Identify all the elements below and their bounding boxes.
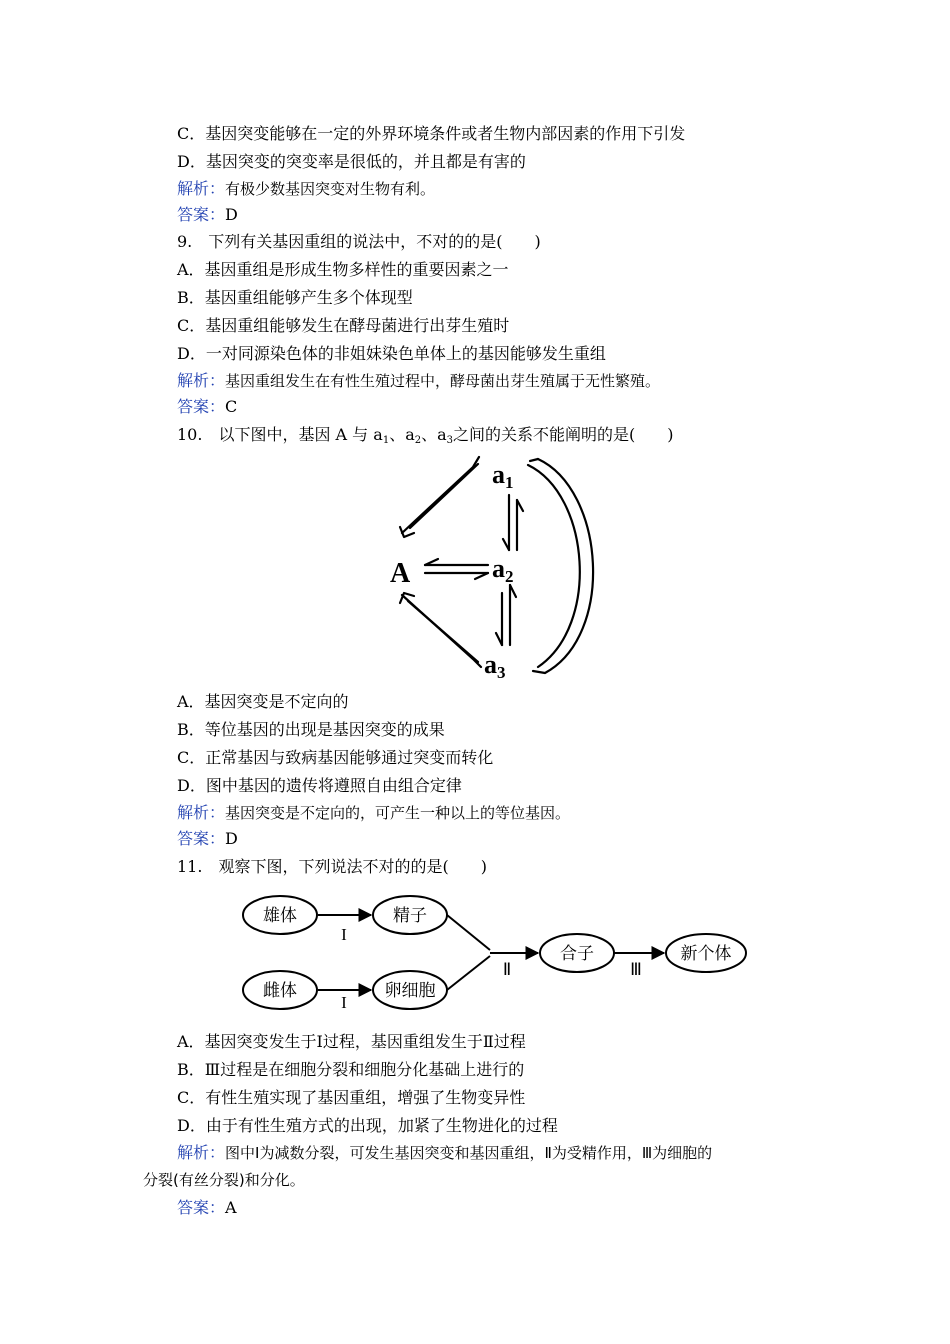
q9-option-b: B．基因重组能够产生多个体现型: [177, 288, 413, 307]
analysis-text: 有极少数基因突变对生物有利。: [225, 180, 436, 198]
q10-option-d: D．图中基因的遗传将遵照自由组合定律: [177, 776, 462, 795]
process-1-label-bottom: I: [341, 993, 347, 1012]
answer-text: D: [225, 829, 238, 848]
answer-label: 答案：: [177, 397, 226, 416]
answer-text: D: [225, 205, 238, 224]
process-1-label-top: I: [341, 925, 347, 944]
q8-answer: [177, 205, 238, 225]
q10-option-a: A．基因突变是不定向的: [177, 692, 349, 711]
analysis-label: 解析：: [177, 1143, 226, 1162]
q11-analysis-cont: [143, 1170, 305, 1190]
q11-answer: [177, 1198, 237, 1218]
q9-option-a: A．基因重组是形成生物多样性的重要因素之一: [177, 260, 509, 279]
gene-mutation-diagram: [380, 455, 610, 685]
analysis-text-line2: 分裂(有丝分裂)和分化。: [143, 1171, 305, 1189]
q8-analysis: [177, 179, 435, 199]
q9-analysis: [177, 371, 660, 391]
gene-a3-label: a3: [484, 650, 506, 682]
q8-option-d: D．基因突变的突变率是很低的，并且都是有害的: [177, 152, 526, 171]
q11-option-b: B．Ⅲ过程是在细胞分裂和细胞分化基础上进行的: [177, 1060, 525, 1079]
q9-answer: [177, 397, 237, 417]
q10-answer: [177, 829, 238, 849]
q9-stem: 9. 下列有关基因重组的说法中，不对的的是( ): [177, 232, 541, 251]
reproduction-flow-diagram: [240, 890, 750, 1020]
analysis-text-line1: 图中Ⅰ为减数分裂，可发生基因突变和基因重组，Ⅱ为受精作用，Ⅲ为细胞的: [225, 1144, 713, 1162]
q11-option-c: C．有性生殖实现了基因重组，增强了生物变异性: [177, 1088, 526, 1107]
process-2-label: Ⅱ: [502, 960, 512, 979]
q10-option-c: C．正常基因与致病基因能够通过突变而转化: [177, 748, 494, 767]
analysis-label: 解析：: [177, 371, 226, 390]
new-individual-label: 新个体: [680, 944, 732, 964]
zygote-label: 合子: [560, 944, 594, 964]
answer-text: C: [225, 397, 238, 416]
q9-option-d: D．一对同源染色体的非姐妹染色单体上的基因能够发生重组: [177, 344, 606, 363]
gene-a2-label: a2: [492, 554, 514, 586]
analysis-text: 基因重组发生在有性生殖过程中，酵母菌出芽生殖属于无性繁殖。: [225, 372, 661, 390]
answer-label: 答案：: [177, 1198, 226, 1217]
analysis-text: 基因突变是不定向的，可产生一种以上的等位基因。: [225, 804, 571, 822]
answer-label: 答案：: [177, 205, 226, 224]
male-label: 雄体: [263, 906, 297, 926]
q11-option-a: A．基因突变发生于Ⅰ过程，基因重组发生于Ⅱ过程: [177, 1032, 526, 1051]
answer-text: A: [225, 1198, 237, 1217]
egg-label: 卵细胞: [384, 981, 436, 1001]
q11-analysis: [177, 1143, 712, 1163]
q11-stem: 11. 观察下图，下列说法不对的的是( ): [177, 857, 487, 876]
gene-A-label: A: [390, 558, 411, 589]
q10-analysis: [177, 803, 570, 823]
q8-option-c: C．基因突变能够在一定的外界环境条件或者生物内部因素的作用下引发: [177, 124, 686, 143]
q10-stem: 10. 以下图中，基因 A 与 $a_1$、$a_2$、$a_3$之间的关系不能阐明的是( ): [177, 425, 674, 446]
q10-option-b: B．等位基因的出现是基因突变的成果: [177, 720, 445, 739]
gene-a1-label: a1: [492, 460, 514, 492]
sperm-label: 精子: [393, 906, 427, 926]
answer-label: 答案：: [177, 829, 226, 848]
q11-option-d: D．由于有性生殖方式的出现，加紧了生物进化的过程: [177, 1116, 558, 1135]
q9-option-c: C．基因重组能够发生在酵母菌进行出芽生殖时: [177, 316, 510, 335]
analysis-label: 解析：: [177, 179, 226, 198]
female-label: 雌体: [263, 981, 297, 1001]
process-3-label: Ⅲ: [630, 960, 642, 979]
analysis-label: 解析：: [177, 803, 226, 822]
